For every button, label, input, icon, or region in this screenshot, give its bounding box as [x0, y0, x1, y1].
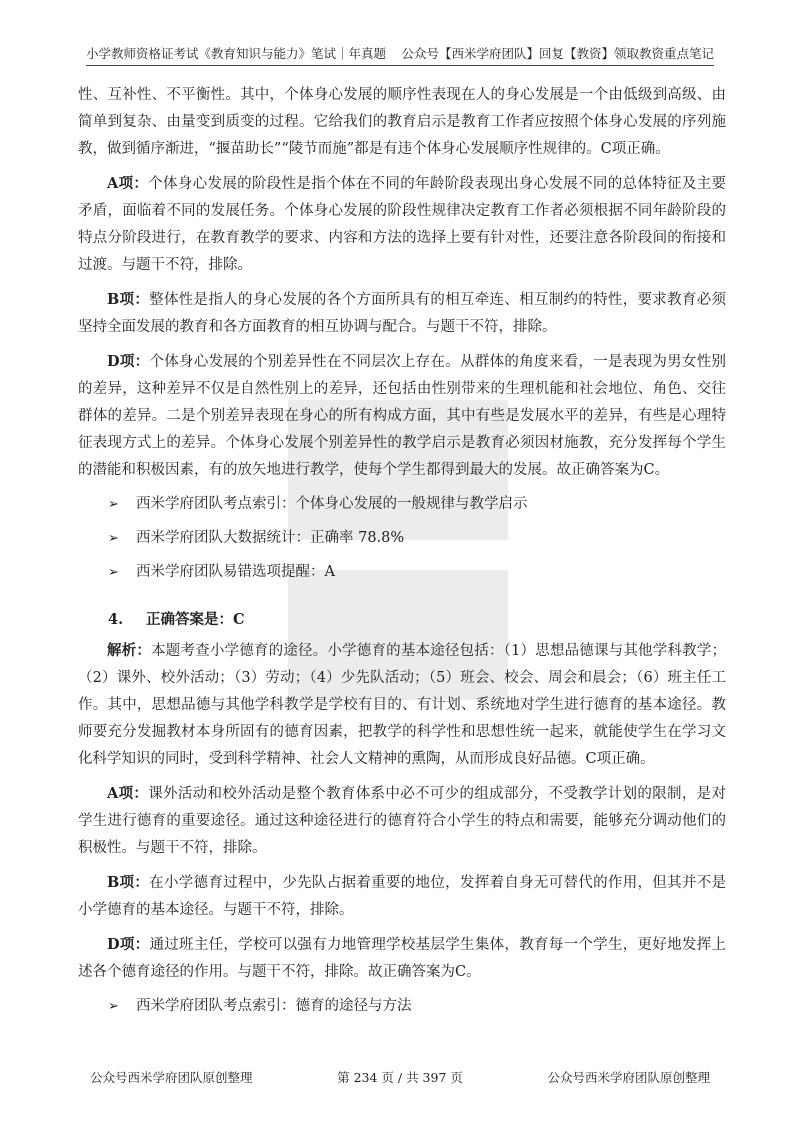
- q4-option-b: [78, 869, 726, 924]
- q4-option-a-label: A项：: [107, 785, 149, 802]
- q4-number: 4.: [108, 611, 124, 628]
- bullet-text: 西米学府团队易错选项提醒：A: [136, 564, 335, 580]
- page-footer: [90, 1068, 710, 1086]
- arrow-bullet-icon: ➢: [108, 497, 119, 512]
- q3-bullet-index: [78, 491, 726, 518]
- footer-left: 公众号西米学府团队原创整理: [90, 1070, 253, 1085]
- footer-right: 公众号西米学府团队原创整理: [547, 1070, 710, 1085]
- q4-option-d: [78, 931, 726, 986]
- bullet-text: 西米学府团队大数据统计：正确率 78.8%: [136, 530, 405, 546]
- q3-option-a-text: 个体身心发展的阶段性是指个体在不同的年龄阶段表现出身心发展不同的总体特征及主要矛盾，面临着不同的发展任务。个体身心发展的阶段性规律决定教育工作者必须根据不同年龄阶段的特点分阶段进行，在教育教学的要求、内容和方法的选择上要有针对性，还要注意各阶段间的衔接和过渡。与题干不符，排除。: [78, 176, 726, 273]
- q3-option-a: [78, 170, 726, 279]
- q4-option-d-label: D项：: [107, 936, 150, 953]
- page-header: [86, 44, 714, 66]
- q4-option-b-text: 在小学德育过程中，少先队占据着重要的地位，发挥着自身无可替代的作用，但其并不是小学德育的基本途径。与题干不符，排除。: [78, 875, 726, 918]
- page-body: [78, 82, 726, 1027]
- arrow-bullet-icon: ➢: [108, 531, 119, 546]
- q4-heading: [78, 606, 726, 633]
- q3-option-b-label: B项：: [107, 291, 150, 308]
- q4-option-a-text: 课外活动和校外活动是整个教育体系中必不可少的组成部分，不受教学计划的限制，是对学生进行德育的重要途径。通过这种途径进行的德育符合小学生的特点和需要，能够充分调动他们的积极性。与题干不符，排除。: [78, 786, 726, 856]
- page-number: 第 234 页 / 共 397 页: [337, 1070, 463, 1085]
- q3-option-d-label: D项：: [107, 353, 150, 370]
- q3-option-d-text: 个体身心发展的个别差异性在不同层次上存在。从群体的角度来看，一是表现为男女性别的差异，这种差异不仅是自然性别上的差异，还包括由性别带来的生理机能和社会地位、角色、交往群体的差异。二是个别差异表现在身心的所有构成方面，其中有些是发展水平的差异，有些是心理特征表现方式上的差异。个体身心发展个别差异性的教学启示是教育必须因材施教，充分发挥每个学生的潜能和积极因素，有的放矢地进行教学，使每个学生都得到最大的发展。故正确答案为C。: [78, 354, 726, 478]
- arrow-bullet-icon: ➢: [108, 565, 119, 580]
- q4-answer: 正确答案是：C: [146, 611, 245, 628]
- q4-analysis-text: 本题考查小学德育的途径。小学德育的基本途径包括：（1）思想品德课与其他学科教学；（2）课外、校外活动；（3）劳动；（4）少先队活动；（5）班会、校会、周会和晨会；（6）班主任工作。其中，思想品德与其他学科教学是学校有目的、有计划、系统地对学生进行德育的基本途径。教师要充分发掘教材本身所固有的德育因素，把教学的科学性和思想性统一起来，就能使学生在学习文化科学知识的同时，受到科学精神、社会人文精神的熏陶，从而形成良好品德。C项正确。: [78, 643, 726, 767]
- bullet-text: 西米学府团队考点索引：个体身心发展的一般规律与教学启示: [136, 496, 528, 512]
- bullet-text: 西米学府团队考点索引：德育的途径与方法: [136, 998, 412, 1014]
- header-promo: 公众号【西米学府团队】回复【教资】领取教资重点笔记: [401, 46, 714, 61]
- q3-option-b-text: 整体性是指人的身心发展的各个方面所具有的相互牵连、相互制约的特性，要求教育必须坚持全面发展的教育和各方面教育的相互协调与配合。与题干不符，排除。: [78, 292, 726, 335]
- q4-option-b-label: B项：: [107, 874, 150, 891]
- q3-bullet-error: [78, 559, 726, 586]
- q3-option-a-label: A项：: [107, 175, 149, 192]
- q4-bullet-index: [78, 993, 726, 1020]
- q3-option-d: [78, 348, 726, 484]
- q4-option-d-text: 通过班主任，学校可以强有力地管理学校基层学生集体，教育每一个学生，更好地发挥上述各个德育途径的作用。与题干不符，排除。故正确答案为C。: [78, 937, 726, 980]
- q4-analysis: [78, 637, 726, 773]
- q3-continuation: 性、互补性、不平衡性。其中，个体身心发展的顺序性表现在人的身心发展是一个由低级到高级、由简单到复杂、由量变到质变的过程。它给我们的教育启示是教育工作者应按照个体身心发展的序列施教，做到循序渐进，“揠苗助长”“陵节而施”都是有违个体身心发展顺序性规律的。C项正确。: [78, 87, 726, 157]
- q3-bullet-stats: [78, 525, 726, 552]
- arrow-bullet-icon: ➢: [108, 999, 119, 1014]
- q4-option-a: [78, 780, 726, 862]
- q3-option-b: [78, 286, 726, 341]
- q4-analysis-label: 解析：: [107, 642, 152, 659]
- header-title: 小学教师资格证考试《教育知识与能力》笔试｜年真题: [86, 46, 387, 61]
